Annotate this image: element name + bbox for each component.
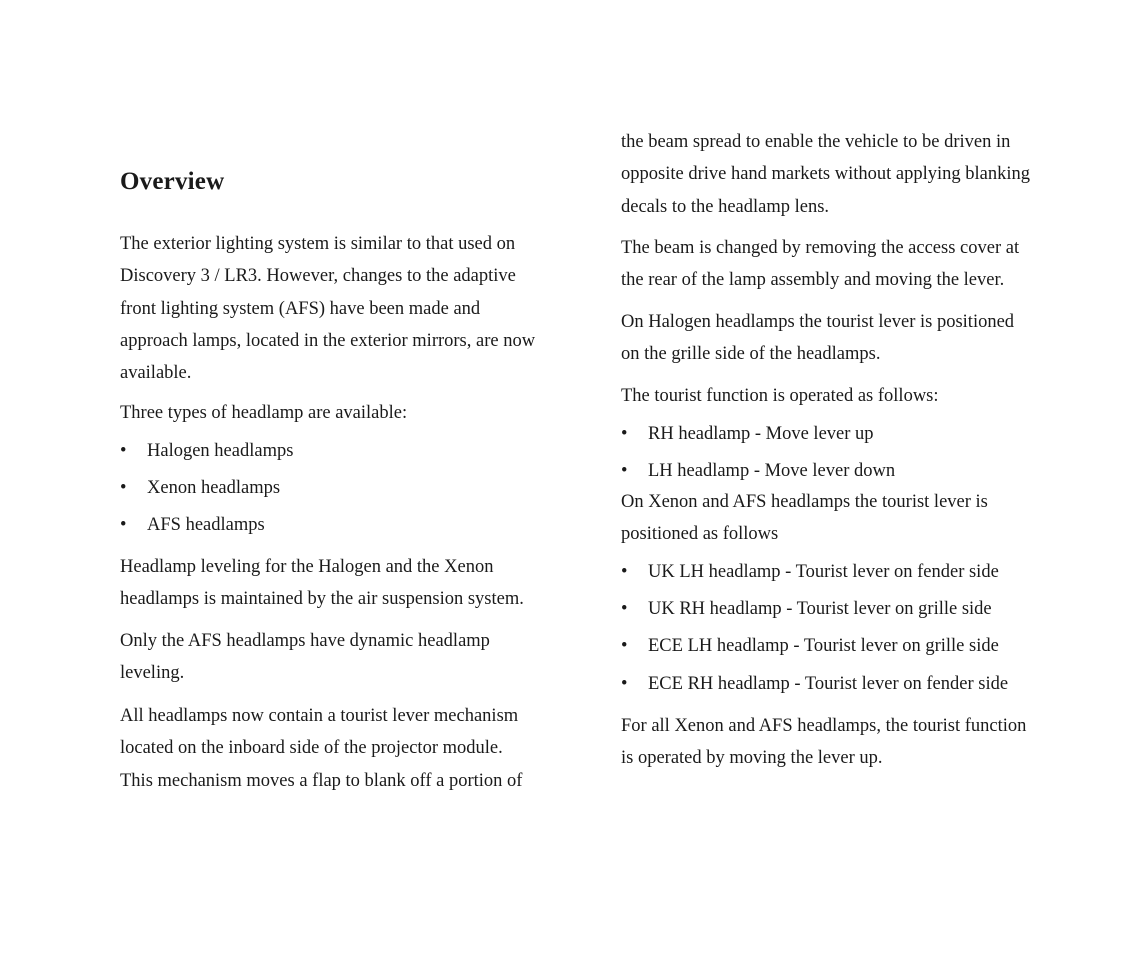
tourist-lever-paragraph: [120, 700, 522, 797]
list-item-text: UK LH headlamp - Tourist lever on fender side: [648, 562, 999, 582]
bullet-icon: •: [621, 636, 628, 656]
bullet-icon: •: [120, 441, 127, 461]
text-line: The beam is changed by removing the access cover at: [621, 238, 1020, 258]
bullet-icon: •: [621, 599, 628, 619]
bullet-icon: •: [621, 461, 628, 481]
text-line: is operated by moving the lever up.: [621, 748, 883, 769]
list-item: [621, 631, 1091, 661]
text-line: leveling.: [120, 663, 185, 684]
tourist-function-paragraph: [621, 380, 939, 412]
text-line: the beam spread to enable the vehicle to be driven in: [621, 132, 1011, 152]
text-line: decals to the headlamp lens.: [621, 196, 830, 217]
list-item-text: Xenon headlamps: [147, 478, 281, 498]
text-line: the rear of the lamp assembly and moving the lever.: [621, 270, 1005, 291]
list-item: [120, 436, 580, 466]
text-line: headlamps is maintained by the air suspension system.: [120, 589, 524, 610]
beam-change-paragraph: [621, 232, 1019, 297]
text-line: This mechanism moves a flap to blank off a portion of: [120, 770, 523, 791]
bullet-icon: •: [621, 562, 628, 582]
bullet-icon: •: [621, 674, 628, 694]
list-item: [621, 669, 1091, 699]
bullet-icon: •: [621, 424, 628, 444]
bullet-icon: •: [120, 515, 127, 535]
text-line: Only the AFS headlamps have dynamic headlamp: [120, 631, 490, 651]
list-item-text: ECE LH headlamp - Tourist lever on grille side: [648, 636, 999, 656]
text-line: located on the inboard side of the projector module.: [120, 738, 503, 759]
text-line: The tourist function is operated as follows:: [621, 386, 939, 406]
list-item: [621, 594, 1091, 624]
leveling-paragraph: [120, 551, 524, 616]
xenon-afs-function-paragraph: [621, 710, 1026, 775]
intro-paragraph: [120, 228, 535, 389]
text-line: available.: [120, 363, 192, 384]
bullet-icon: •: [120, 478, 127, 498]
xenon-afs-lever-paragraph: [621, 486, 988, 551]
text-line: On Xenon and AFS headlamps the tourist lever is: [621, 492, 988, 512]
list-item: [120, 510, 580, 540]
dynamic-leveling-paragraph: [120, 625, 490, 690]
headlamp-types-paragraph: [120, 397, 407, 429]
text-line: On Halogen headlamps the tourist lever is positioned: [621, 312, 1015, 332]
list-item: [621, 419, 1091, 449]
text-line: Three types of headlamp are available:: [120, 403, 408, 423]
text-line: on the grille side of the headlamps.: [621, 344, 881, 365]
text-line: approach lamps, located in the exterior mirrors, are now: [120, 330, 536, 351]
text-line: front lighting system (AFS) have been made and: [120, 298, 481, 319]
list-item-text: UK RH headlamp - Tourist lever on grille side: [648, 599, 992, 619]
text-line: Discovery 3 / LR3. However, changes to the adaptive: [120, 266, 516, 287]
halogen-lever-paragraph: [621, 306, 1014, 371]
beam-spread-paragraph: [621, 126, 1030, 223]
text-line: Headlamp leveling for the Halogen and the Xenon: [120, 557, 494, 577]
text-line: The exterior lighting system is similar to that used on: [120, 234, 516, 254]
list-item-text: AFS headlamps: [147, 515, 265, 535]
section-heading: Overview: [120, 168, 225, 195]
list-item-text: ECE RH headlamp - Tourist lever on fender side: [648, 674, 1009, 694]
list-item-text: RH headlamp - Move lever up: [648, 424, 874, 444]
text-line: opposite drive hand markets without applying blanking: [621, 164, 1030, 185]
list-item: [621, 456, 1091, 486]
list-item-text: LH headlamp - Move lever down: [648, 461, 896, 481]
list-item: [621, 557, 1091, 587]
list-item: [120, 473, 580, 503]
text-line: For all Xenon and AFS headlamps, the tourist function: [621, 716, 1027, 736]
text-line: positioned as follows: [621, 524, 779, 545]
text-line: All headlamps now contain a tourist lever mechanism: [120, 706, 519, 726]
list-item-text: Halogen headlamps: [147, 441, 294, 461]
